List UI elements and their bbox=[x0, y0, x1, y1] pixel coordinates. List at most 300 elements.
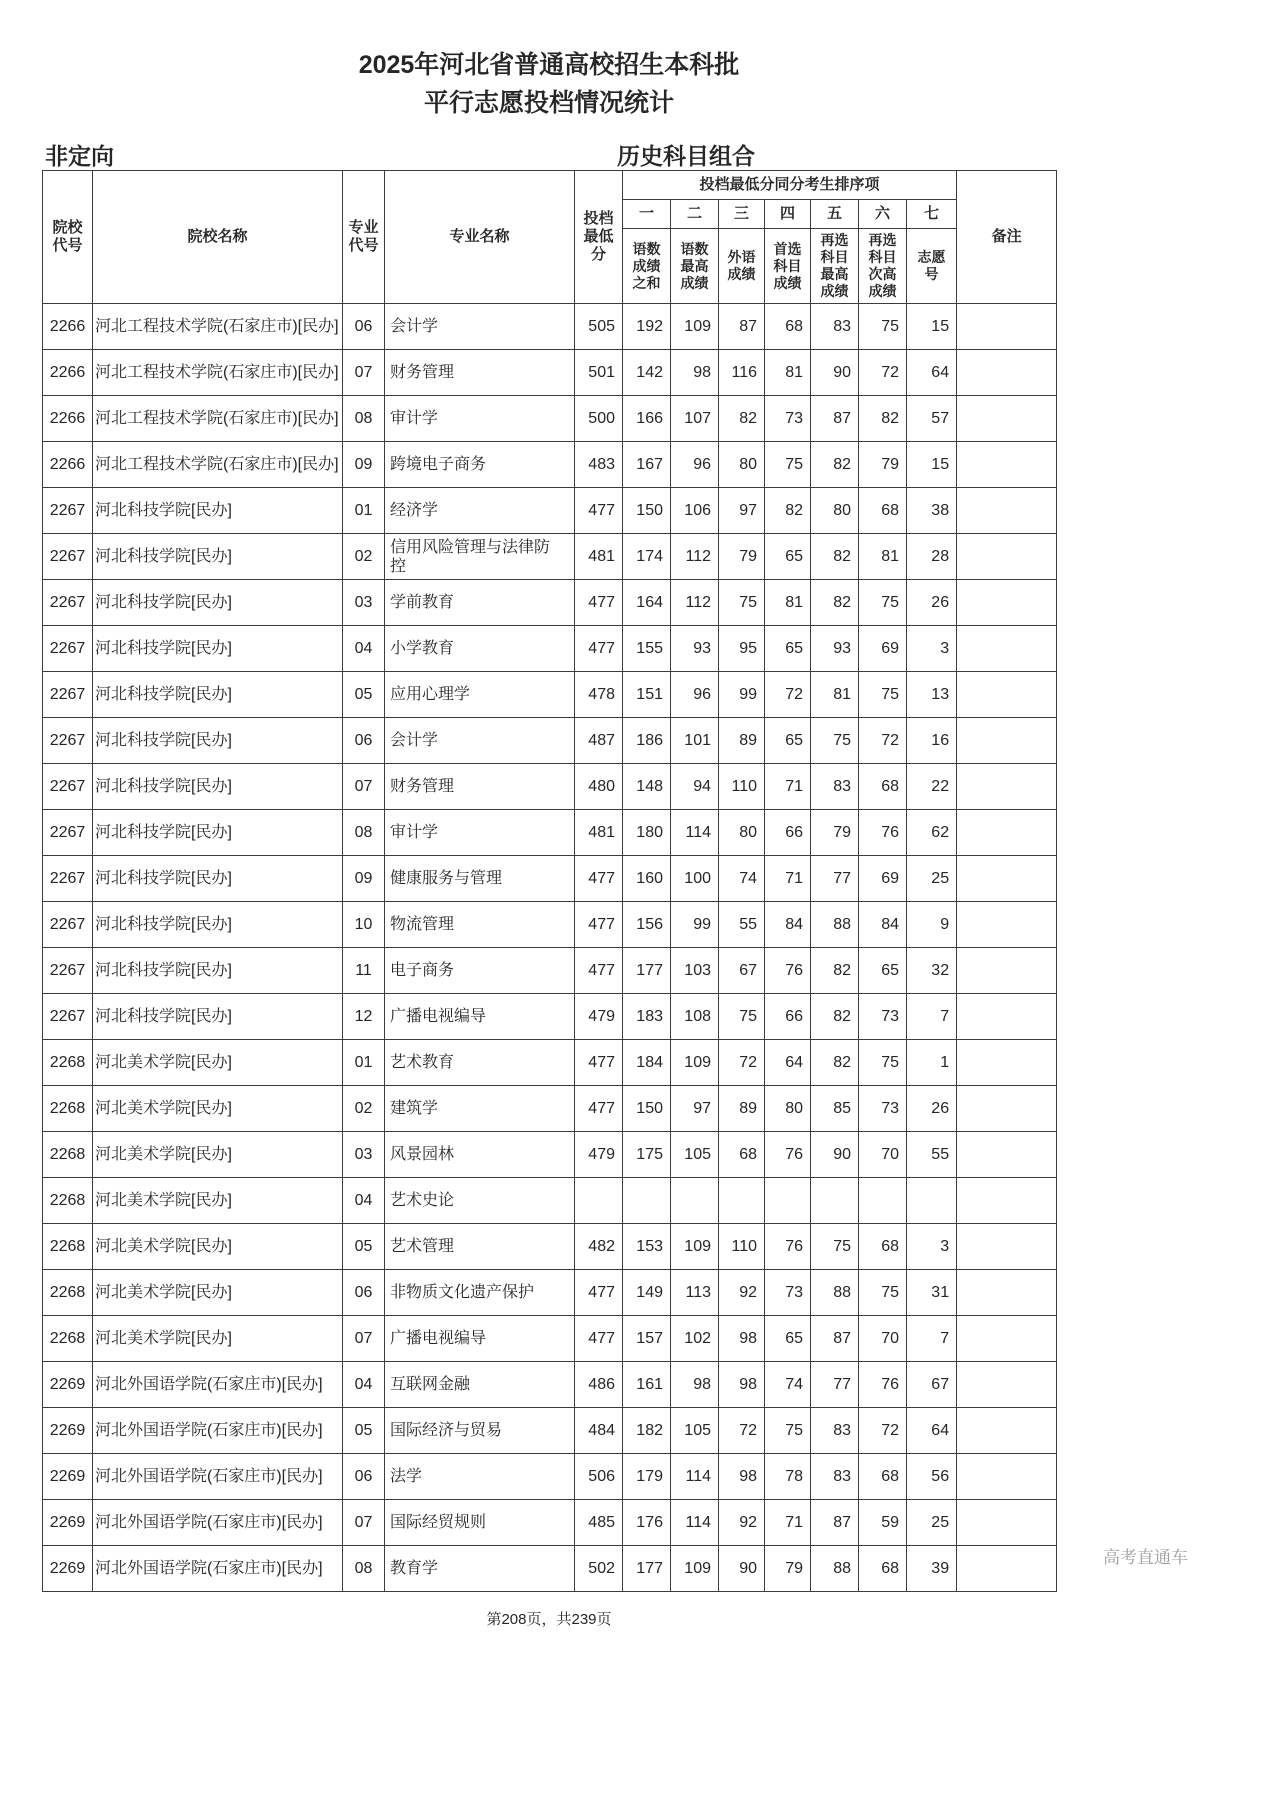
cell-tiebreak_4: 68 bbox=[765, 304, 811, 350]
table-row bbox=[43, 764, 1057, 810]
table-row bbox=[43, 994, 1057, 1040]
header-tiebreak-num-2: 二 bbox=[671, 200, 719, 229]
cell-college_name: 河北外国语学院(石家庄市)[民办] bbox=[93, 1454, 343, 1500]
header-tiebreak-label-5: 再选科目最高成绩 bbox=[811, 229, 859, 304]
cell-tiebreak_5: 82 bbox=[811, 442, 859, 488]
cell-college_code: 2267 bbox=[43, 626, 93, 672]
cell-remarks bbox=[957, 856, 1057, 902]
cell-tiebreak_3: 67 bbox=[719, 948, 765, 994]
cell-tiebreak_1: 175 bbox=[623, 1132, 671, 1178]
header-row-group bbox=[43, 171, 1057, 200]
page-title-line1: 2025年河北省普通高校招生本科批 bbox=[358, 51, 740, 79]
cell-tiebreak_4: 65 bbox=[765, 718, 811, 764]
cell-college_code: 2266 bbox=[43, 396, 93, 442]
cell-min_score: 477 bbox=[575, 902, 623, 948]
cell-tiebreak_7: 15 bbox=[907, 442, 957, 488]
header-tiebreak-num-7: 七 bbox=[907, 200, 957, 229]
cell-college_code: 2267 bbox=[43, 764, 93, 810]
cell-major_code: 01 bbox=[343, 1040, 385, 1086]
cell-tiebreak_7: 1 bbox=[907, 1040, 957, 1086]
cell-tiebreak_2: 109 bbox=[671, 304, 719, 350]
cell-tiebreak_5: 83 bbox=[811, 1454, 859, 1500]
cell-tiebreak_2: 109 bbox=[671, 1546, 719, 1592]
cell-college_name: 河北美术学院[民办] bbox=[93, 1270, 343, 1316]
cell-tiebreak_6: 70 bbox=[859, 1132, 907, 1178]
cell-tiebreak_5: 85 bbox=[811, 1086, 859, 1132]
cell-tiebreak_2: 113 bbox=[671, 1270, 719, 1316]
cell-tiebreak_7: 55 bbox=[907, 1132, 957, 1178]
cell-college_code: 2268 bbox=[43, 1086, 93, 1132]
cell-tiebreak_1: 180 bbox=[623, 810, 671, 856]
cell-major_name: 经济学 bbox=[385, 488, 575, 534]
table-row bbox=[43, 810, 1057, 856]
header-tiebreak-label-2: 语数最高成绩 bbox=[671, 229, 719, 304]
cell-tiebreak_3: 79 bbox=[719, 534, 765, 580]
cell-tiebreak_5: 82 bbox=[811, 948, 859, 994]
cell-remarks bbox=[957, 1546, 1057, 1592]
cell-major_name: 电子商务 bbox=[385, 948, 575, 994]
cell-tiebreak_6: 72 bbox=[859, 718, 907, 764]
cell-college_name: 河北美术学院[民办] bbox=[93, 1316, 343, 1362]
cell-tiebreak_7: 38 bbox=[907, 488, 957, 534]
cell-tiebreak_1: 150 bbox=[623, 488, 671, 534]
cell-college_code: 2267 bbox=[43, 856, 93, 902]
cell-tiebreak_4: 66 bbox=[765, 994, 811, 1040]
cell-major_name: 财务管理 bbox=[385, 350, 575, 396]
cell-college_name: 河北工程技术学院(石家庄市)[民办] bbox=[93, 442, 343, 488]
cell-remarks bbox=[957, 1224, 1057, 1270]
cell-tiebreak_2: 98 bbox=[671, 1362, 719, 1408]
cell-min_score: 477 bbox=[575, 580, 623, 626]
cell-major_name: 跨境电子商务 bbox=[385, 442, 575, 488]
cell-college_name: 河北外国语学院(石家庄市)[民办] bbox=[93, 1500, 343, 1546]
cell-tiebreak_4: 65 bbox=[765, 534, 811, 580]
cell-major_name: 小学教育 bbox=[385, 626, 575, 672]
page-title-line2: 平行志愿投档情况统计 bbox=[423, 89, 674, 117]
table-row bbox=[43, 1316, 1057, 1362]
cell-major_name: 国际经济与贸易 bbox=[385, 1408, 575, 1454]
cell-major_name: 审计学 bbox=[385, 396, 575, 442]
cell-tiebreak_4: 65 bbox=[765, 626, 811, 672]
cell-min_score: 477 bbox=[575, 1270, 623, 1316]
cell-tiebreak_3: 72 bbox=[719, 1408, 765, 1454]
cell-college_name: 河北美术学院[民办] bbox=[93, 1132, 343, 1178]
cell-tiebreak_1: 183 bbox=[623, 994, 671, 1040]
cell-major_name: 物流管理 bbox=[385, 902, 575, 948]
cell-tiebreak_5: 87 bbox=[811, 396, 859, 442]
cell-college_name: 河北外国语学院(石家庄市)[民办] bbox=[93, 1362, 343, 1408]
cell-tiebreak_7: 26 bbox=[907, 580, 957, 626]
cell-major_name: 审计学 bbox=[385, 810, 575, 856]
table-row bbox=[43, 718, 1057, 764]
cell-college_code: 2268 bbox=[43, 1178, 93, 1224]
cell-remarks bbox=[957, 1408, 1057, 1454]
cell-tiebreak_5: 87 bbox=[811, 1500, 859, 1546]
cell-college_code: 2268 bbox=[43, 1132, 93, 1178]
cell-tiebreak_4: 76 bbox=[765, 1132, 811, 1178]
cell-tiebreak_2: 101 bbox=[671, 718, 719, 764]
cell-remarks bbox=[957, 534, 1057, 580]
cell-tiebreak_7: 56 bbox=[907, 1454, 957, 1500]
cell-tiebreak_1: 150 bbox=[623, 1086, 671, 1132]
header-min-score: 投档最低分 bbox=[575, 171, 623, 304]
page-footer: 第208页，共239页 bbox=[486, 1611, 612, 1628]
cell-major_name: 艺术史论 bbox=[385, 1178, 575, 1224]
cell-college_name: 河北科技学院[民办] bbox=[93, 672, 343, 718]
cell-tiebreak_7: 39 bbox=[907, 1546, 957, 1592]
cell-college_name: 河北美术学院[民办] bbox=[93, 1178, 343, 1224]
cell-major_code: 08 bbox=[343, 810, 385, 856]
cell-tiebreak_2: 103 bbox=[671, 948, 719, 994]
cell-tiebreak_5: 93 bbox=[811, 626, 859, 672]
cell-tiebreak_2: 105 bbox=[671, 1132, 719, 1178]
header-college-name: 院校名称 bbox=[93, 171, 343, 304]
cell-tiebreak_2: 112 bbox=[671, 534, 719, 580]
cell-min_score: 505 bbox=[575, 304, 623, 350]
cell-college_code: 2269 bbox=[43, 1408, 93, 1454]
section-labels bbox=[42, 136, 1056, 170]
cell-tiebreak_1: 155 bbox=[623, 626, 671, 672]
header-tiebreak-num-3: 三 bbox=[719, 200, 765, 229]
cell-college_name: 河北科技学院[民办] bbox=[93, 764, 343, 810]
cell-major_code: 06 bbox=[343, 1270, 385, 1316]
cell-tiebreak_5: 77 bbox=[811, 1362, 859, 1408]
cell-college_code: 2269 bbox=[43, 1454, 93, 1500]
cell-tiebreak_3: 90 bbox=[719, 1546, 765, 1592]
table-row bbox=[43, 672, 1057, 718]
cell-min_score: 477 bbox=[575, 1316, 623, 1362]
cell-min_score: 487 bbox=[575, 718, 623, 764]
cell-tiebreak_3: 68 bbox=[719, 1132, 765, 1178]
cell-tiebreak_6 bbox=[859, 1178, 907, 1224]
cell-tiebreak_6: 76 bbox=[859, 1362, 907, 1408]
cell-remarks bbox=[957, 672, 1057, 718]
cell-major_name: 会计学 bbox=[385, 718, 575, 764]
cell-college_code: 2267 bbox=[43, 718, 93, 764]
cell-tiebreak_6: 68 bbox=[859, 1546, 907, 1592]
cell-major_name: 学前教育 bbox=[385, 580, 575, 626]
cell-tiebreak_6: 72 bbox=[859, 1408, 907, 1454]
cell-remarks bbox=[957, 1132, 1057, 1178]
cell-college_code: 2268 bbox=[43, 1224, 93, 1270]
cell-college_name: 河北科技学院[民办] bbox=[93, 718, 343, 764]
cell-major_code: 05 bbox=[343, 1224, 385, 1270]
cell-tiebreak_4: 82 bbox=[765, 488, 811, 534]
cell-tiebreak_7: 25 bbox=[907, 1500, 957, 1546]
cell-college_code: 2267 bbox=[43, 948, 93, 994]
cell-college_code: 2267 bbox=[43, 672, 93, 718]
cell-remarks bbox=[957, 396, 1057, 442]
header-tiebreak-num-1: 一 bbox=[623, 200, 671, 229]
header-major-code: 专业代号 bbox=[343, 171, 385, 304]
cell-min_score: 477 bbox=[575, 626, 623, 672]
cell-tiebreak_4: 65 bbox=[765, 1316, 811, 1362]
cell-tiebreak_7: 31 bbox=[907, 1270, 957, 1316]
cell-tiebreak_3: 89 bbox=[719, 718, 765, 764]
cell-major_name: 信用风险管理与法律防控 bbox=[385, 534, 575, 580]
cell-major_name: 法学 bbox=[385, 1454, 575, 1500]
header-tiebreak-label-6: 再选科目次高成绩 bbox=[859, 229, 907, 304]
cell-major_name: 会计学 bbox=[385, 304, 575, 350]
table-row bbox=[43, 488, 1057, 534]
cell-major_code: 07 bbox=[343, 764, 385, 810]
cell-college_name: 河北科技学院[民办] bbox=[93, 626, 343, 672]
header-college-code: 院校代号 bbox=[43, 171, 93, 304]
header-tiebreak-label-3: 外语成绩 bbox=[719, 229, 765, 304]
table-row bbox=[43, 856, 1057, 902]
cell-college_code: 2266 bbox=[43, 304, 93, 350]
cell-tiebreak_2: 114 bbox=[671, 1500, 719, 1546]
cell-tiebreak_3: 55 bbox=[719, 902, 765, 948]
table-row bbox=[43, 1500, 1057, 1546]
table-row bbox=[43, 396, 1057, 442]
cell-major_name: 风景园林 bbox=[385, 1132, 575, 1178]
cell-tiebreak_4: 76 bbox=[765, 1224, 811, 1270]
cell-tiebreak_3: 98 bbox=[719, 1362, 765, 1408]
cell-tiebreak_4: 79 bbox=[765, 1546, 811, 1592]
cell-tiebreak_3: 95 bbox=[719, 626, 765, 672]
cell-tiebreak_2: 96 bbox=[671, 672, 719, 718]
cell-major_code: 02 bbox=[343, 534, 385, 580]
cell-tiebreak_7: 64 bbox=[907, 1408, 957, 1454]
cell-min_score: 479 bbox=[575, 994, 623, 1040]
table-row bbox=[43, 626, 1057, 672]
cell-tiebreak_3 bbox=[719, 1178, 765, 1224]
cell-tiebreak_6: 69 bbox=[859, 856, 907, 902]
cell-college_name: 河北科技学院[民办] bbox=[93, 948, 343, 994]
watermark: 高考直通车 bbox=[1103, 1548, 1188, 1567]
cell-tiebreak_7: 7 bbox=[907, 1316, 957, 1362]
cell-min_score: 479 bbox=[575, 1132, 623, 1178]
cell-major_code: 05 bbox=[343, 1408, 385, 1454]
table-row bbox=[43, 304, 1057, 350]
cell-major_name: 艺术管理 bbox=[385, 1224, 575, 1270]
cell-tiebreak_4: 81 bbox=[765, 580, 811, 626]
cell-major_code: 06 bbox=[343, 718, 385, 764]
section-label-nondirectional: 非定向 bbox=[45, 143, 114, 169]
cell-major_name: 广播电视编导 bbox=[385, 994, 575, 1040]
cell-tiebreak_1: 148 bbox=[623, 764, 671, 810]
header-remarks: 备注 bbox=[957, 171, 1057, 304]
table-row bbox=[43, 1040, 1057, 1086]
cell-tiebreak_4: 75 bbox=[765, 1408, 811, 1454]
cell-tiebreak_4: 71 bbox=[765, 1500, 811, 1546]
cell-remarks bbox=[957, 1040, 1057, 1086]
cell-tiebreak_1: 177 bbox=[623, 1546, 671, 1592]
table-row bbox=[43, 1408, 1057, 1454]
cell-tiebreak_2: 105 bbox=[671, 1408, 719, 1454]
cell-tiebreak_3: 92 bbox=[719, 1500, 765, 1546]
cell-tiebreak_2: 100 bbox=[671, 856, 719, 902]
cell-tiebreak_7: 22 bbox=[907, 764, 957, 810]
cell-tiebreak_2: 99 bbox=[671, 902, 719, 948]
cell-major_code: 01 bbox=[343, 488, 385, 534]
table-header bbox=[43, 171, 1057, 304]
table-row bbox=[43, 1454, 1057, 1500]
cell-tiebreak_4: 76 bbox=[765, 948, 811, 994]
cell-major_name: 教育学 bbox=[385, 1546, 575, 1592]
cell-tiebreak_7: 57 bbox=[907, 396, 957, 442]
cell-major_code: 05 bbox=[343, 672, 385, 718]
cell-college_name: 河北工程技术学院(石家庄市)[民办] bbox=[93, 350, 343, 396]
cell-remarks bbox=[957, 994, 1057, 1040]
table-row bbox=[43, 948, 1057, 994]
cell-tiebreak_1: 177 bbox=[623, 948, 671, 994]
cell-remarks bbox=[957, 626, 1057, 672]
cell-major_name: 财务管理 bbox=[385, 764, 575, 810]
cell-tiebreak_1: 186 bbox=[623, 718, 671, 764]
section-label-subject-combo: 历史科目组合 bbox=[617, 143, 755, 169]
cell-tiebreak_1 bbox=[623, 1178, 671, 1224]
cell-major_code: 09 bbox=[343, 856, 385, 902]
header-tiebreak-group: 投档最低分同分考生排序项 bbox=[623, 171, 957, 200]
cell-tiebreak_1: 164 bbox=[623, 580, 671, 626]
cell-remarks bbox=[957, 810, 1057, 856]
table-row bbox=[43, 1132, 1057, 1178]
cell-college_name: 河北美术学院[民办] bbox=[93, 1086, 343, 1132]
cell-college_name: 河北外国语学院(石家庄市)[民办] bbox=[93, 1408, 343, 1454]
cell-tiebreak_4: 84 bbox=[765, 902, 811, 948]
cell-tiebreak_7: 26 bbox=[907, 1086, 957, 1132]
cell-tiebreak_2: 112 bbox=[671, 580, 719, 626]
table-body bbox=[43, 304, 1057, 1592]
cell-tiebreak_3: 80 bbox=[719, 810, 765, 856]
table-row bbox=[43, 1270, 1057, 1316]
cell-college_code: 2267 bbox=[43, 994, 93, 1040]
cell-remarks bbox=[957, 350, 1057, 396]
cell-tiebreak_2: 93 bbox=[671, 626, 719, 672]
cell-tiebreak_7: 28 bbox=[907, 534, 957, 580]
cell-min_score: 481 bbox=[575, 534, 623, 580]
cell-college_code: 2267 bbox=[43, 488, 93, 534]
table-row bbox=[43, 442, 1057, 488]
cell-tiebreak_4: 78 bbox=[765, 1454, 811, 1500]
cell-tiebreak_4: 73 bbox=[765, 396, 811, 442]
cell-major_name: 应用心理学 bbox=[385, 672, 575, 718]
cell-major_name: 广播电视编导 bbox=[385, 1316, 575, 1362]
cell-tiebreak_5: 83 bbox=[811, 764, 859, 810]
cell-college_name: 河北科技学院[民办] bbox=[93, 488, 343, 534]
cell-major_code: 04 bbox=[343, 1362, 385, 1408]
cell-tiebreak_5: 75 bbox=[811, 1224, 859, 1270]
cell-tiebreak_2: 97 bbox=[671, 1086, 719, 1132]
cell-min_score: 477 bbox=[575, 856, 623, 902]
cell-tiebreak_7: 64 bbox=[907, 350, 957, 396]
cell-tiebreak_3: 75 bbox=[719, 580, 765, 626]
cell-tiebreak_6: 76 bbox=[859, 810, 907, 856]
cell-tiebreak_5: 82 bbox=[811, 994, 859, 1040]
cell-tiebreak_7 bbox=[907, 1178, 957, 1224]
cell-tiebreak_4: 71 bbox=[765, 764, 811, 810]
cell-tiebreak_4: 72 bbox=[765, 672, 811, 718]
cell-tiebreak_7: 13 bbox=[907, 672, 957, 718]
cell-tiebreak_7: 9 bbox=[907, 902, 957, 948]
cell-tiebreak_3: 97 bbox=[719, 488, 765, 534]
cell-tiebreak_5: 83 bbox=[811, 304, 859, 350]
cell-college_name: 河北工程技术学院(石家庄市)[民办] bbox=[93, 396, 343, 442]
cell-tiebreak_7: 16 bbox=[907, 718, 957, 764]
cell-min_score: 477 bbox=[575, 1086, 623, 1132]
cell-college_code: 2266 bbox=[43, 350, 93, 396]
cell-tiebreak_3: 89 bbox=[719, 1086, 765, 1132]
cell-tiebreak_4: 81 bbox=[765, 350, 811, 396]
cell-college_code: 2267 bbox=[43, 534, 93, 580]
cell-min_score bbox=[575, 1178, 623, 1224]
cell-tiebreak_7: 3 bbox=[907, 626, 957, 672]
cell-major_code: 10 bbox=[343, 902, 385, 948]
cell-college_code: 2269 bbox=[43, 1546, 93, 1592]
cell-tiebreak_4 bbox=[765, 1178, 811, 1224]
cell-major_code: 06 bbox=[343, 304, 385, 350]
cell-tiebreak_3: 74 bbox=[719, 856, 765, 902]
cell-tiebreak_6: 68 bbox=[859, 488, 907, 534]
cell-tiebreak_3: 72 bbox=[719, 1040, 765, 1086]
cell-major_name: 艺术教育 bbox=[385, 1040, 575, 1086]
cell-tiebreak_2: 94 bbox=[671, 764, 719, 810]
cell-tiebreak_2: 98 bbox=[671, 350, 719, 396]
cell-college_name: 河北美术学院[民办] bbox=[93, 1040, 343, 1086]
cell-tiebreak_1: 157 bbox=[623, 1316, 671, 1362]
cell-college_name: 河北科技学院[民办] bbox=[93, 534, 343, 580]
cell-tiebreak_3: 110 bbox=[719, 1224, 765, 1270]
cell-tiebreak_6: 84 bbox=[859, 902, 907, 948]
cell-college_name: 河北科技学院[民办] bbox=[93, 810, 343, 856]
cell-major_code: 02 bbox=[343, 1086, 385, 1132]
cell-tiebreak_7: 15 bbox=[907, 304, 957, 350]
cell-tiebreak_1: 161 bbox=[623, 1362, 671, 1408]
cell-tiebreak_6: 70 bbox=[859, 1316, 907, 1362]
cell-major_code: 08 bbox=[343, 396, 385, 442]
cell-major_name: 建筑学 bbox=[385, 1086, 575, 1132]
cell-major_code: 06 bbox=[343, 1454, 385, 1500]
cell-major_name: 非物质文化遗产保护 bbox=[385, 1270, 575, 1316]
cell-tiebreak_6: 72 bbox=[859, 350, 907, 396]
cell-college_code: 2268 bbox=[43, 1316, 93, 1362]
cell-college_code: 2268 bbox=[43, 1040, 93, 1086]
cell-tiebreak_1: 156 bbox=[623, 902, 671, 948]
cell-remarks bbox=[957, 718, 1057, 764]
cell-tiebreak_2: 114 bbox=[671, 810, 719, 856]
cell-tiebreak_2: 109 bbox=[671, 1224, 719, 1270]
cell-min_score: 477 bbox=[575, 948, 623, 994]
cell-tiebreak_1: 151 bbox=[623, 672, 671, 718]
cell-college_code: 2269 bbox=[43, 1362, 93, 1408]
cell-tiebreak_1: 142 bbox=[623, 350, 671, 396]
cell-min_score: 481 bbox=[575, 810, 623, 856]
cell-college_name: 河北科技学院[民办] bbox=[93, 580, 343, 626]
cell-min_score: 477 bbox=[575, 488, 623, 534]
cell-major_code: 04 bbox=[343, 626, 385, 672]
cell-tiebreak_4: 71 bbox=[765, 856, 811, 902]
cell-tiebreak_4: 64 bbox=[765, 1040, 811, 1086]
cell-tiebreak_5: 82 bbox=[811, 580, 859, 626]
cell-min_score: 477 bbox=[575, 1040, 623, 1086]
cell-min_score: 500 bbox=[575, 396, 623, 442]
table-row bbox=[43, 902, 1057, 948]
cell-major_code: 04 bbox=[343, 1178, 385, 1224]
cell-tiebreak_2: 107 bbox=[671, 396, 719, 442]
cell-min_score: 484 bbox=[575, 1408, 623, 1454]
cell-major_name: 健康服务与管理 bbox=[385, 856, 575, 902]
cell-remarks bbox=[957, 764, 1057, 810]
cell-tiebreak_2 bbox=[671, 1178, 719, 1224]
cell-tiebreak_1: 166 bbox=[623, 396, 671, 442]
cell-college_code: 2266 bbox=[43, 442, 93, 488]
cell-tiebreak_5: 77 bbox=[811, 856, 859, 902]
cell-college_name: 河北外国语学院(石家庄市)[民办] bbox=[93, 1546, 343, 1592]
cell-tiebreak_6: 59 bbox=[859, 1500, 907, 1546]
table-row bbox=[43, 1546, 1057, 1592]
